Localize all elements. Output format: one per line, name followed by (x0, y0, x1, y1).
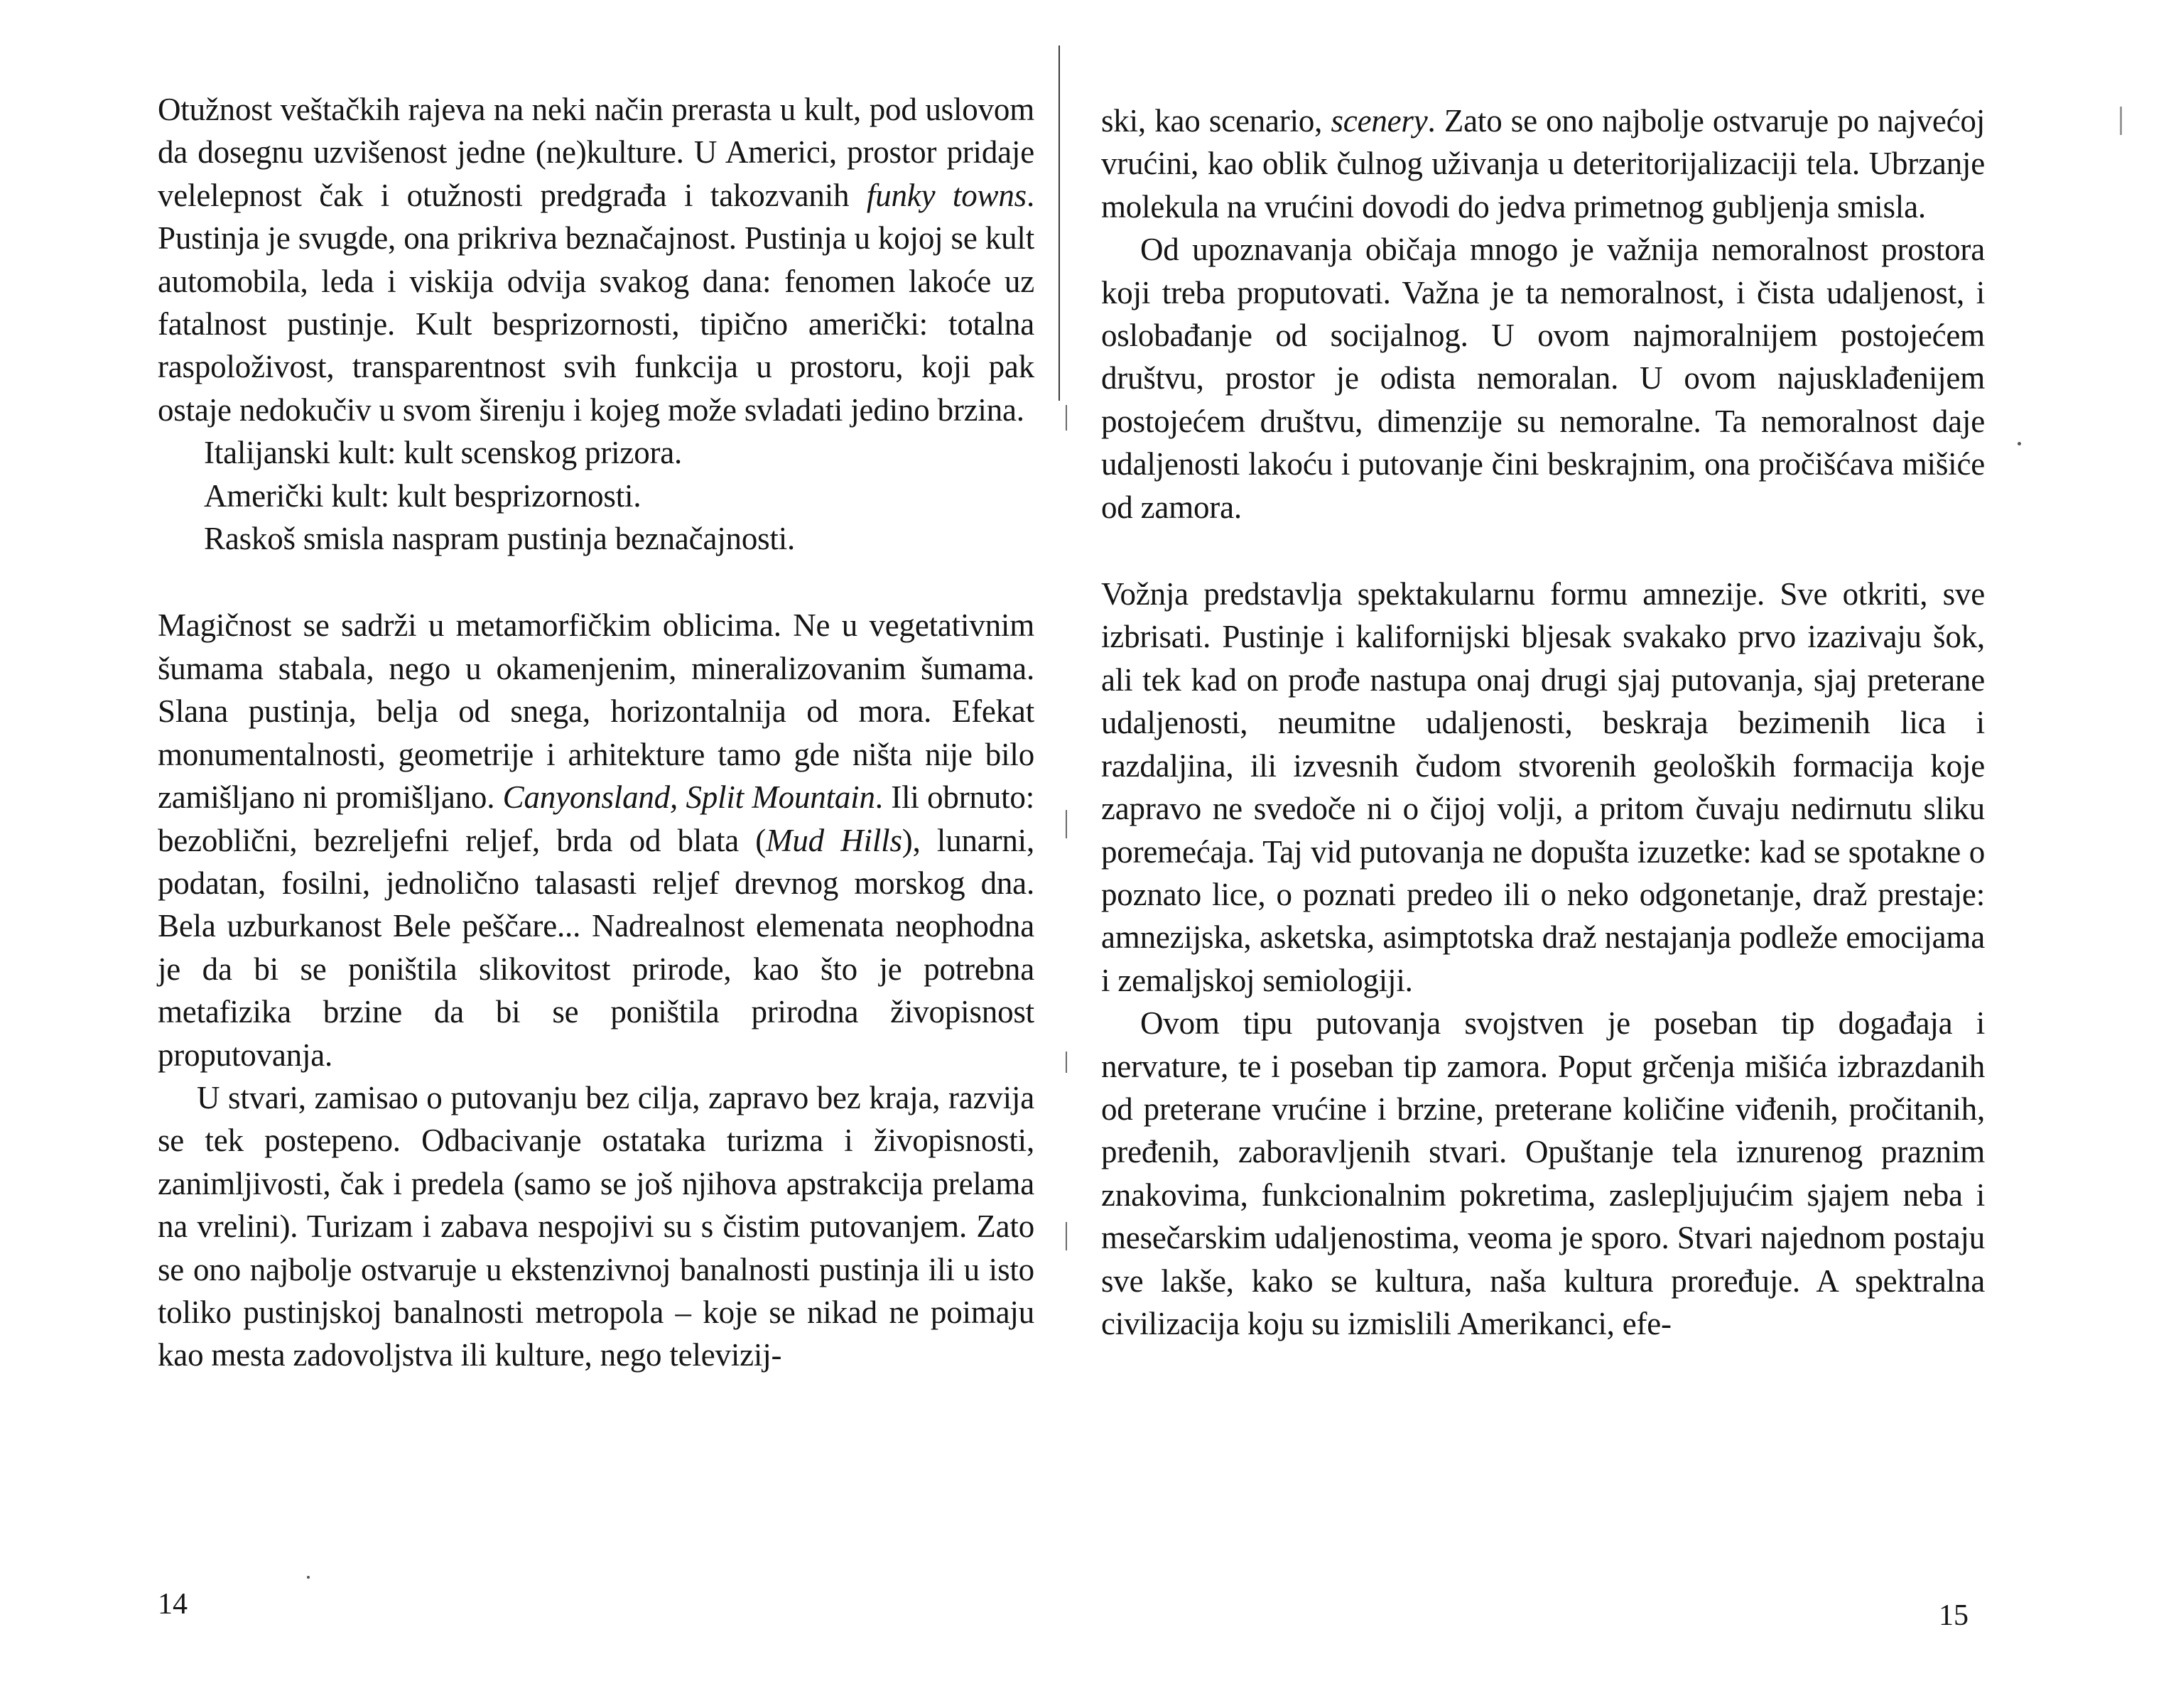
page-number: 15 (1939, 1599, 1969, 1632)
paragraph (1101, 99, 1985, 228)
text-run: Italijanski kult: kult scenskog prizora. (204, 435, 683, 471)
text-run: Ovom tipu putovanja svojstven je poseban tip događaja i nervature, te i poseban tip zamora. Poput grčenja mišića izbrazdanih od preterane vrućine i brzine, preterane količine viđenih, pročitanih, pređenih, zaboravljenih stvari. Opuštanje tela iznurenog praznim znakovima, funkcionalnim pokretima, zaslepljujućim sjajem neba i mesečarskim udaljenostima, veoma je sporo. Stvari najednom postaju sve lakše, kako se kultura, naša kultura proređuje. A spektralna civilizacija koju su izmislili Amerikanci, efe- (1101, 1005, 1985, 1341)
paragraph (158, 517, 1034, 560)
gutter-line (1059, 45, 1060, 401)
right-page-text (1101, 99, 1985, 1345)
paragraph (1101, 573, 1985, 1002)
scan-speck (307, 1576, 310, 1579)
paragraph (158, 1076, 1034, 1377)
text-run: . Pustinja je svugde, ona prikriva beznačajnost. Pustinja u kojoj se kult automobila, leda i viskija odvija svakog dana: fenomen lakoće uz fatalnost pustinje. Kult besprizornosti, tipično američki: totalna raspoloživost, transparentnost svih funkcija u prostoru, koji pak ostaje nedokučiv u svom širenju i kojeg može svladati jedino brzina. (158, 177, 1035, 428)
gutter-mark (1066, 1052, 1067, 1073)
paragraph (1101, 1002, 1985, 1345)
gutter-mark (1066, 810, 1067, 838)
right-page (1086, 0, 2171, 1708)
italic-phrase: scenery (1331, 103, 1428, 139)
paragraph (158, 88, 1034, 431)
text-run: Magičnost se sadrži u metamorfičkim oblicima. Ne u vegetativnim šumama stabala, nego u okamenjenim, mineralizovanim šumama. Slana pustinja, belja od snega, horizontalnija od mora. Efekat monumentalnosti, geometrije i arhitekture tamo gde ništa nije bilo zamišljano ni promišljano. (158, 607, 1034, 816)
text-run: Američki kult: kult besprizornosti. (204, 477, 641, 514)
paragraph (158, 475, 1034, 517)
text-run: . Ili obrnuto: bezoblični, bezreljefni reljef, brda od blata ( (158, 779, 1034, 858)
text-run: ), lunarni, podatan, fosilni, jednolično talasasti reljef drevnog morskog dna. Bela uzburkanost Bele peščare... Nadrealnost elemenata neophodna je da bi se poništila slikovitost prirode, kao što je potrebna metafizika brzine da bi se poništila prirodna živopisnost proputovanja. (158, 822, 1035, 1073)
left-page-text (158, 88, 1034, 1377)
paragraph (158, 431, 1034, 474)
gutter-mark (1066, 1222, 1067, 1250)
text-run: . Zato se ono najbolje ostvaruje po najvećoj vrućini, kao oblik čulnog uživanja u deteritorijalizaciji tela. Ubrzanje molekula na vrućini dovodi do jedva primetnog gubljenja smisla. (1101, 103, 1985, 225)
italic-phrase: Mud Hills (766, 822, 902, 858)
page-number: 14 (158, 1588, 188, 1621)
gutter-mark (1066, 405, 1067, 431)
text-run: Vožnja predstavlja spektakularnu formu amnezije. Sve otkriti, sve izbrisati. Pustinje i kalifornijski bljesak svakako prvo izazivaju šok, ali tek kad on prođe nastupa onaj drugi sjaj putovanja, sjaj preterane udaljenosti, neumitne udaljenosti, beskraja bezimenih lica i razdaljina, ili izvesnih čudom stvorenih geoloških formacija koje zapravo ne svedoče ni o čijoj volji, a pritom čuvaju nedirnutu sliku poremećaja. Taj vid putovanja ne dopušta izuzetke: kad se spotakne o poznato lice, o poznati predeo ili o neko odgonetanje, draž prestaje: amnezijska, asketska, asimptotska draž nestajanja podleže emocijama i zemaljskoj semiologiji. (1101, 576, 1985, 998)
text-run: Otužnost veštačkih rajeva na neki način prerasta u kult, pod uslovom da dosegnu uzvišenost jedne (ne)kulture. U Americi, prostor pridaje velelepnost čak i otužnosti predgrađa i takozvanih (158, 92, 1034, 213)
text-run: ski, kao scenario, (1101, 103, 1331, 139)
text-run: U stvari, zamisao o putovanju bez cilja, zapravo bez kraja, razvija se tek postepeno. Odbacivanje ostataka turizma i živopisnosti, zanimljivosti, čak i predela (samo se još njihova apstrakcija prelama na vrelini). Turizam i zabava nespojivi su s čistim putovanjem. Zato se ono najbolje ostvaruje u ekstenzivnoj banalnosti pustinja ili u isto toliko pustinjskoj banalnosti metropola – koje se nikad ne poimaju kao mesta zadovoljstva ili kulture, nego televizij- (158, 1079, 1034, 1373)
paragraph (1101, 228, 1985, 529)
italic-phrase: funky towns (866, 177, 1027, 213)
paragraph (158, 604, 1034, 1076)
italic-phrase: Canyonsland, Split Mountain (502, 779, 875, 816)
text-run: Od upoznavanja običaja mnogo je važnija nemoralnost prostora koji treba proputovati. Važna je ta nemoralnost, i čista udaljenost, i oslobađanje od socijalnog. U ovom najmoralnijem postojećem društvu, prostor je odista nemoralan. U ovom najusklađenijem postojećem društvu, dimenzije su nemoralne. Ta nemoralnost daje udaljenosti lakoću i putovanje čini beskrajnim, ona pročišćava mišiće od zamora. (1101, 232, 1985, 525)
text-run: Raskoš smisla naspram pustinja beznačajnosti. (204, 521, 796, 557)
